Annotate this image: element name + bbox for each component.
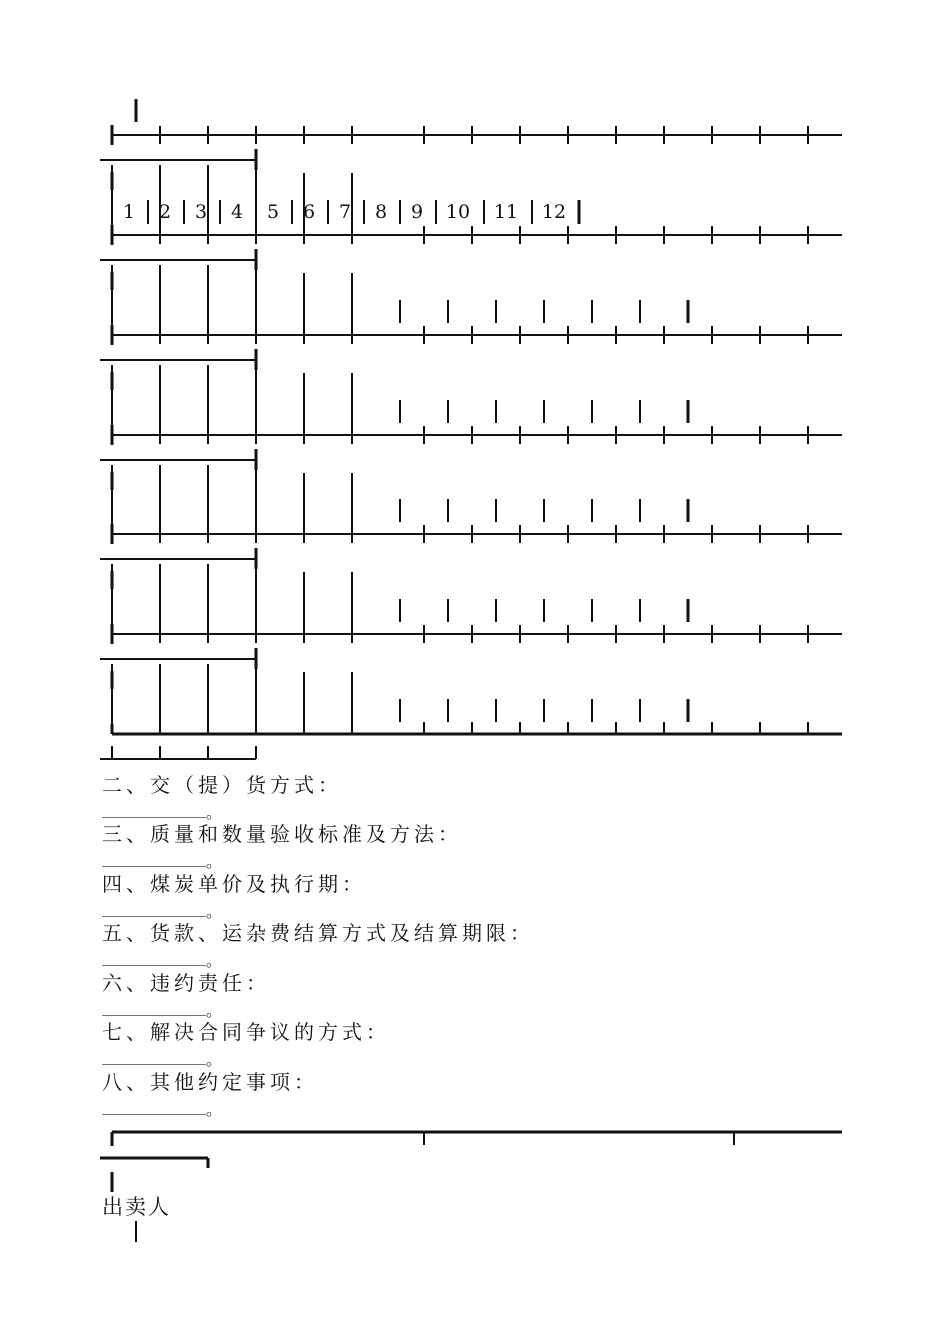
column-number-11: 11 xyxy=(493,201,519,223)
column-number-12: 12 xyxy=(541,201,567,223)
column-number-6: 6 xyxy=(302,201,316,223)
fill-in-line xyxy=(102,805,206,818)
clause-dispute-resolution: 七、解决合同争议的方式： xyxy=(102,1020,390,1044)
column-number-9: 9 xyxy=(410,201,424,223)
clause-payment-settlement: 五、货款、运杂费结算方式及结算期限： xyxy=(102,921,534,945)
clause-dispute-resolution-blank[interactable] xyxy=(102,1050,222,1070)
fill-in-line xyxy=(102,953,206,966)
period-mark: 。 xyxy=(206,803,223,822)
fill-in-line xyxy=(102,854,206,867)
fill-in-line xyxy=(102,1052,206,1065)
column-number-2: 2 xyxy=(158,201,172,223)
column-number-5: 5 xyxy=(266,201,280,223)
clause-liability-blank[interactable] xyxy=(102,1001,222,1021)
column-number-10: 10 xyxy=(445,201,471,223)
period-mark: 。 xyxy=(206,852,223,871)
clause-liability: 六、违约责任： xyxy=(102,971,270,995)
column-number-8: 8 xyxy=(374,201,388,223)
column-number-1: 1 xyxy=(122,201,136,223)
clause-quality-acceptance-blank[interactable] xyxy=(102,852,222,872)
clause-delivery-method: 二、交（提）货方式： xyxy=(102,773,342,797)
period-mark: 。 xyxy=(206,902,223,921)
clause-delivery-method-blank[interactable] xyxy=(102,803,222,823)
column-number-7: 7 xyxy=(338,201,352,223)
clause-other-terms-blank[interactable] xyxy=(102,1100,222,1120)
period-mark: 。 xyxy=(206,1050,223,1069)
clause-other-terms: 八、其他约定事项： xyxy=(102,1070,318,1094)
fill-in-line xyxy=(102,1003,206,1016)
clause-payment-settlement-blank[interactable] xyxy=(102,951,222,971)
clause-unit-price-blank[interactable] xyxy=(102,902,222,922)
column-number-3: 3 xyxy=(194,201,208,223)
period-mark: 。 xyxy=(206,1001,223,1020)
clause-unit-price: 四、煤炭单价及执行期： xyxy=(102,872,366,896)
clause-quality-acceptance: 三、质量和数量验收标准及方法： xyxy=(102,822,462,846)
fill-in-line xyxy=(102,1102,206,1115)
column-number-4: 4 xyxy=(230,201,244,223)
period-mark: 。 xyxy=(206,951,223,970)
fill-in-line xyxy=(102,904,206,917)
seller-label: 出卖人 xyxy=(102,1195,171,1219)
period-mark: 。 xyxy=(206,1100,223,1119)
